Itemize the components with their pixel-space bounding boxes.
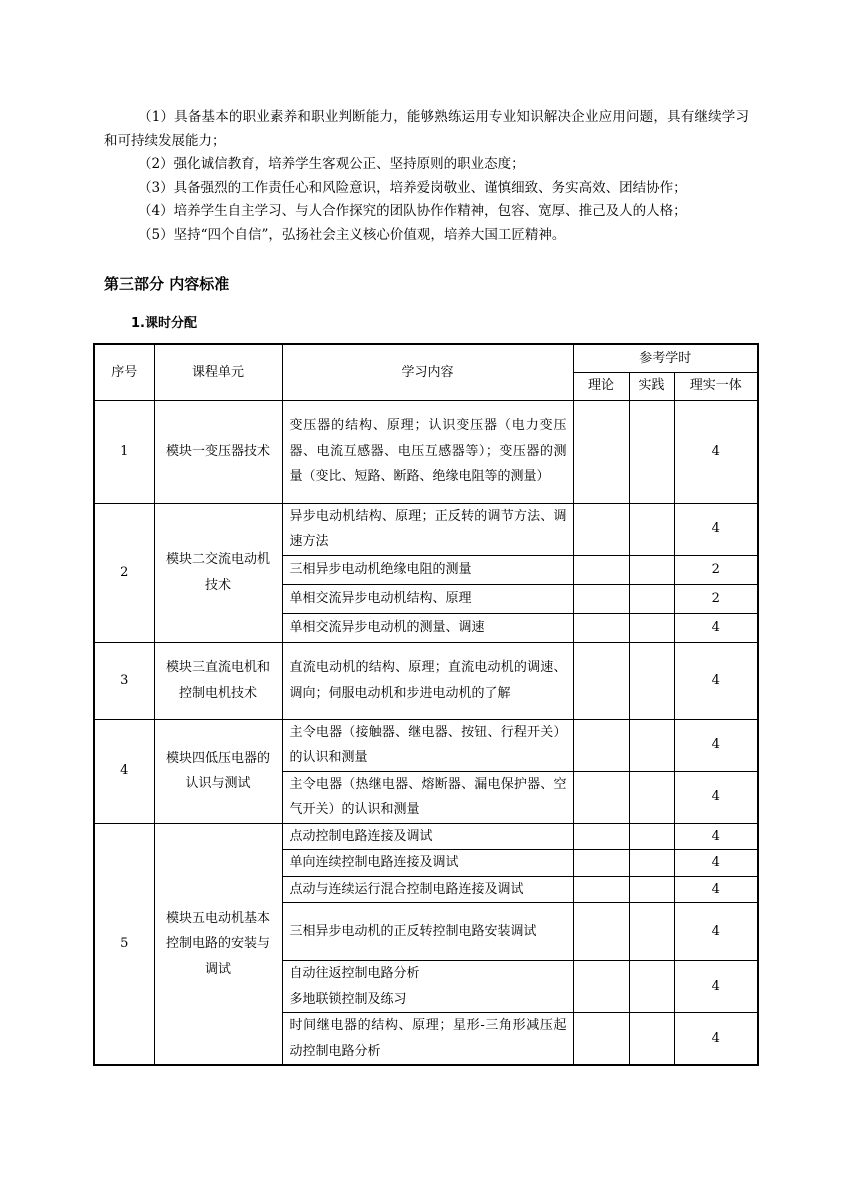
learning-content: 变压器的结构、原理；认识变压器（电力变压器、电流互感器、电压互感器等）；变压器的测量（变比、短路、断路、绝缘电阻等的测量） <box>282 400 573 503</box>
learning-content: 直流电动机的结构、原理；直流电动机的调速、调向；伺服电动机和步进电动机的了解 <box>282 642 573 719</box>
integrated-hours: 4 <box>674 876 758 903</box>
learning-content: 主令电器（接触器、继电器、按钮、行程开关）的认识和测量 <box>282 719 573 771</box>
theory-hours <box>573 400 629 503</box>
sub-title: 1.课时分配 <box>131 316 197 331</box>
learning-content: 点动与连续运行混合控制电路连接及调试 <box>282 876 573 903</box>
header-content: 学习内容 <box>282 344 573 400</box>
theory-hours <box>573 903 629 961</box>
table-row <box>94 400 758 503</box>
integrated-hours: 2 <box>674 584 758 613</box>
practice-hours <box>629 642 674 719</box>
integrated-hours: 4 <box>674 1013 758 1066</box>
module-unit: 模块四低压电器的认识与测试 <box>154 719 282 823</box>
practice-hours <box>629 961 674 1013</box>
learning-content: 时间继电器的结构、原理；星形-三角形减压起动控制电路分析 <box>282 1013 573 1066</box>
goal-item: （1）具备基本的职业素养和职业判断能力，能够熟练运用专业知识解决企业应用问题，具有继续学习和可持续发展能力； <box>104 109 749 149</box>
integrated-hours: 4 <box>674 903 758 961</box>
integrated-hours: 4 <box>674 771 758 823</box>
learning-content: 三相异步电动机的正反转控制电路安装调试 <box>282 903 573 961</box>
practice-hours <box>629 584 674 613</box>
integrated-hours: 4 <box>674 503 758 555</box>
table-row <box>94 719 758 771</box>
module-unit: 模块三直流电机和控制电机技术 <box>154 642 282 719</box>
practice-hours <box>629 1013 674 1066</box>
theory-hours <box>573 555 629 584</box>
theory-hours <box>573 503 629 555</box>
theory-hours <box>573 876 629 903</box>
header-integrated: 理实一体 <box>674 372 758 400</box>
course-goals <box>104 106 749 248</box>
practice-hours <box>629 823 674 850</box>
theory-hours <box>573 771 629 823</box>
theory-hours <box>573 584 629 613</box>
practice-hours <box>629 555 674 584</box>
theory-hours <box>573 642 629 719</box>
table-body <box>94 400 758 1065</box>
learning-content: 异步电动机结构、原理；正反转的调节方法、调速方法 <box>282 503 573 555</box>
header-theory: 理论 <box>573 372 629 400</box>
goal-item: （4）培养学生自主学习、与人合作探究的团队协作作精神，包容、宽厚、推己及人的人格； <box>138 203 687 220</box>
module-seq: 4 <box>94 719 154 823</box>
theory-hours <box>573 823 629 850</box>
goal-item: （5）坚持“四个自信”，弘扬社会主义核心价值观，培养大国工匠精神。 <box>138 226 566 243</box>
learning-content: 单相交流异步电动机结构、原理 <box>282 584 573 613</box>
learning-content: 单相交流异步电动机的测量、调速 <box>282 613 573 642</box>
integrated-hours: 2 <box>674 555 758 584</box>
module-seq: 1 <box>94 400 154 503</box>
integrated-hours: 4 <box>674 400 758 503</box>
integrated-hours: 4 <box>674 823 758 850</box>
table-header <box>94 344 758 400</box>
integrated-hours: 4 <box>674 613 758 642</box>
table-row <box>94 823 758 850</box>
module-unit: 模块二交流电动机技术 <box>154 503 282 642</box>
hours-table <box>93 343 759 1066</box>
header-ref-hours: 参考学时 <box>573 344 758 372</box>
integrated-hours: 4 <box>674 850 758 877</box>
header-practice: 实践 <box>629 372 674 400</box>
learning-content: 三相异步电动机绝缘电阻的测量 <box>282 555 573 584</box>
goal-item: （3）具备强烈的工作责任心和风险意识，培养爱岗敬业、谨慎细致、务实高效、团结协作； <box>138 179 687 196</box>
section-title: 第三部分 内容标准 <box>104 275 230 293</box>
practice-hours <box>629 876 674 903</box>
learning-content: 主令电器（热继电器、熔断器、漏电保护器、空气开关）的认识和测量 <box>282 771 573 823</box>
practice-hours <box>629 771 674 823</box>
practice-hours <box>629 903 674 961</box>
header-unit: 课程单元 <box>154 344 282 400</box>
goal-item: （2）强化诚信教育，培养学生客观公正、坚持原则的职业态度； <box>138 156 525 173</box>
theory-hours <box>573 850 629 877</box>
table-row <box>94 503 758 555</box>
table-row <box>94 642 758 719</box>
module-seq: 2 <box>94 503 154 642</box>
practice-hours <box>629 613 674 642</box>
learning-content: 点动控制电路连接及调试 <box>282 823 573 850</box>
practice-hours <box>629 850 674 877</box>
integrated-hours: 4 <box>674 642 758 719</box>
practice-hours <box>629 400 674 503</box>
module-seq: 3 <box>94 642 154 719</box>
learning-content: 单向连续控制电路连接及调试 <box>282 850 573 877</box>
integrated-hours: 4 <box>674 719 758 771</box>
theory-hours <box>573 1013 629 1066</box>
module-seq: 5 <box>94 823 154 1065</box>
theory-hours <box>573 719 629 771</box>
theory-hours <box>573 613 629 642</box>
module-unit: 模块五电动机基本控制电路的安装与调试 <box>154 823 282 1065</box>
learning-content: 自动往返控制电路分析 多地联锁控制及练习 <box>282 961 573 1013</box>
practice-hours <box>629 503 674 555</box>
module-unit: 模块一变压器技术 <box>154 400 282 503</box>
header-seq: 序号 <box>94 344 154 400</box>
practice-hours <box>629 719 674 771</box>
integrated-hours: 4 <box>674 961 758 1013</box>
theory-hours <box>573 961 629 1013</box>
